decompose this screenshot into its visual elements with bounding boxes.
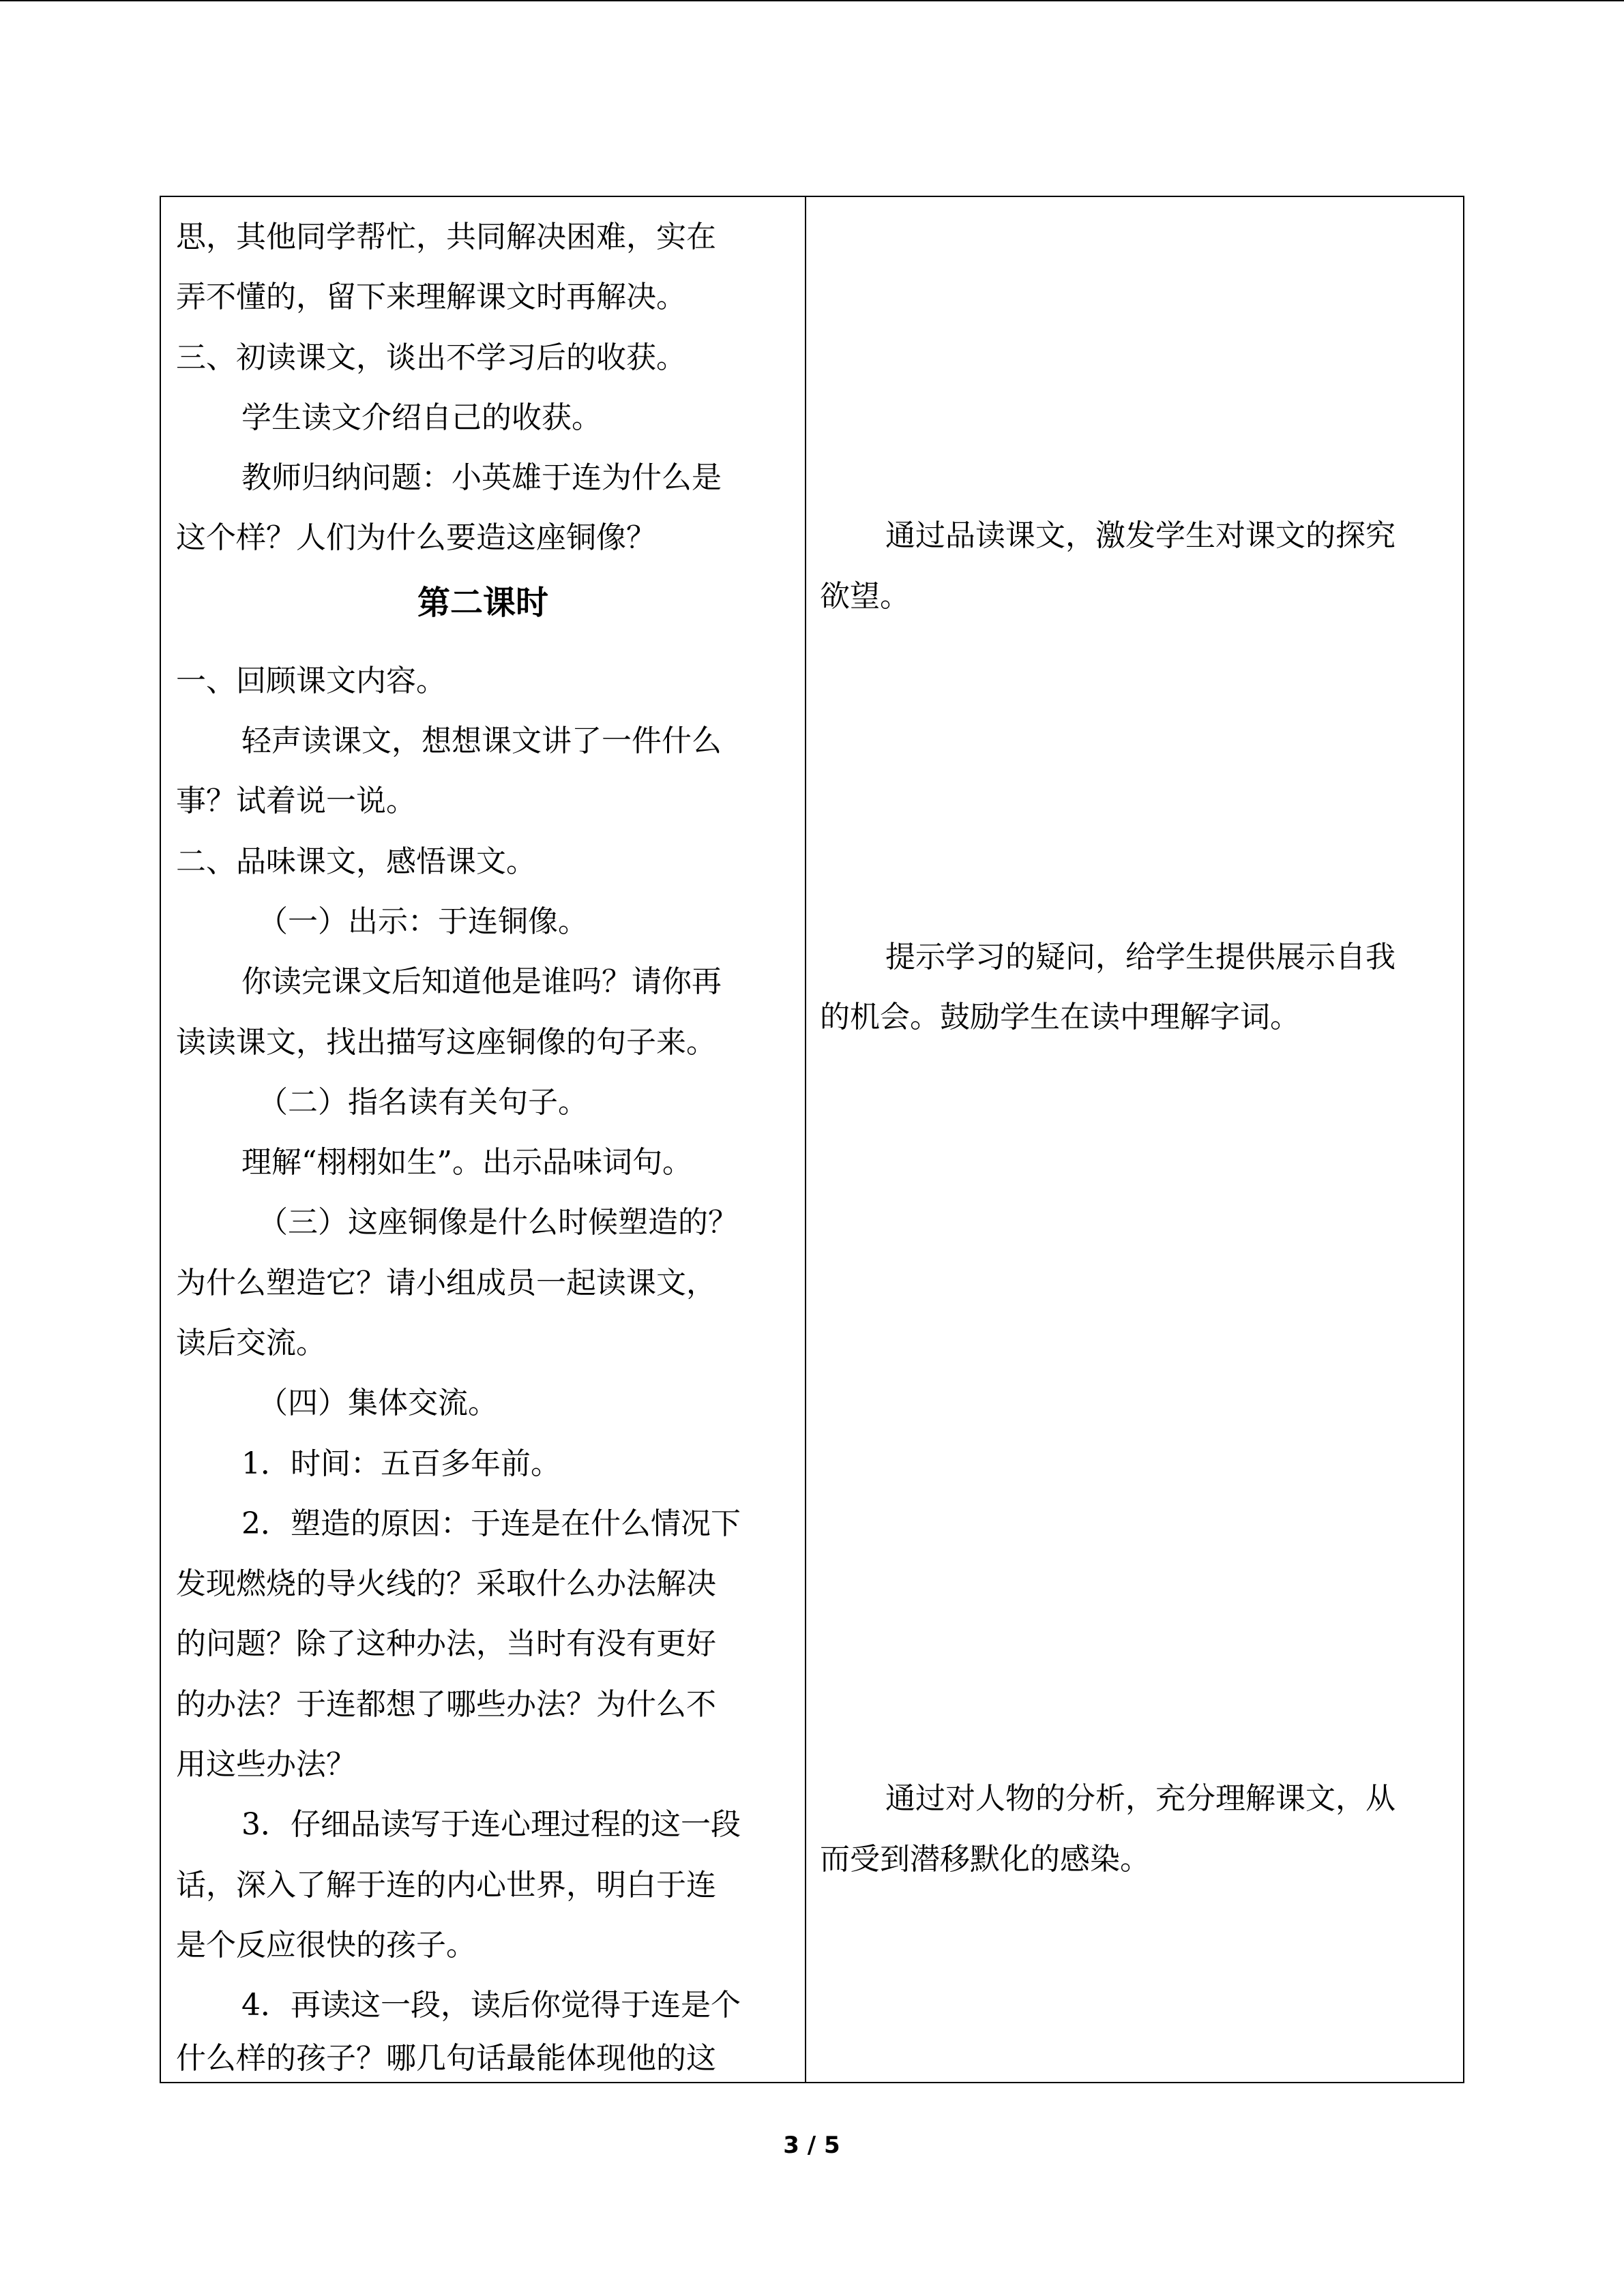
text-line: 为什么塑造它？请小组成员一起读课文， [176,1266,716,1300]
lesson-period-heading: 第二课时 [417,584,548,622]
text-line: 话，深入了解于连的内心世界，明白于连 [176,1868,716,1903]
text-line: 事？试着说一说。 [176,784,416,818]
text-line: 发现燃烧的导火线的？采取什么办法解决 [176,1566,716,1601]
text-line: 的办法？于连都想了哪些办法？为什么不 [176,1687,716,1722]
note-line: 通过品读课文，激发学生对课文的探究 [885,518,1396,553]
text-line: （三）这座铜像是什么时候塑造的？ [258,1205,738,1240]
text-line: 是个反应很快的孩子。 [176,1928,476,1963]
text-line: 什么样的孩子？哪几句话最能体现他的这 [176,2041,716,2076]
text-line: 读读课文，找出描写这座铜像的句子来。 [176,1025,716,1060]
text-line: 的问题？除了这种办法，当时有没有更好 [176,1626,716,1661]
text-line: 思，其他同学帮忙，共同解决困难，实在 [176,220,716,254]
page-number: 3 / 5 [783,2132,840,2159]
text-line: （一）出示：于连铜像。 [258,904,588,939]
note-line: 而受到潜移默化的感染。 [820,1842,1150,1877]
text-line: 用这些办法？ [176,1747,356,1782]
text-line: 3．仔细品读写于连心理过程的这一段 [241,1807,741,1842]
lesson-plan-table [160,196,1464,2083]
column-divider [805,197,806,2082]
text-line: 读后交流。 [176,1326,326,1360]
text-line: 你读完课文后知道他是谁吗？请你再 [241,964,722,999]
text-line: 弄不懂的，留下来理解课文时再解决。 [176,280,686,314]
note-line: 欲望。 [820,579,910,614]
note-line: 的机会。鼓励学生在读中理解字词。 [820,1000,1300,1034]
text-line: 学生读文介绍自己的收获。 [241,400,602,435]
text-line: 2．塑造的原因：于连是在什么情况下 [241,1506,741,1541]
text-line: 4．再读这一段，读后你觉得于连是个 [241,1988,741,2023]
note-line: 通过对人物的分析，充分理解课文，从 [885,1781,1396,1816]
note-line: 提示学习的疑问，给学生提供展示自我 [885,940,1396,974]
text-line: （四）集体交流。 [258,1386,498,1420]
section-heading: 一、回顾课文内容。 [176,664,446,698]
text-line: 理解“栩栩如生”。出示品味词句。 [241,1145,692,1180]
top-border-line [0,0,1624,1]
text-line: 教师归纳问题：小英雄于连为什么是 [241,460,722,495]
section-heading: 三、初读课文，谈出不学习后的收获。 [176,340,686,375]
text-line: 这个样？人们为什么要造这座铜像？ [176,520,656,555]
text-line: 轻声读课文，想想课文讲了一件什么 [241,724,722,758]
text-line: 1．时间：五百多年前。 [241,1446,561,1481]
text-line: （二）指名读有关句子。 [258,1085,588,1120]
section-heading: 二、品味课文，感悟课文。 [176,844,536,879]
